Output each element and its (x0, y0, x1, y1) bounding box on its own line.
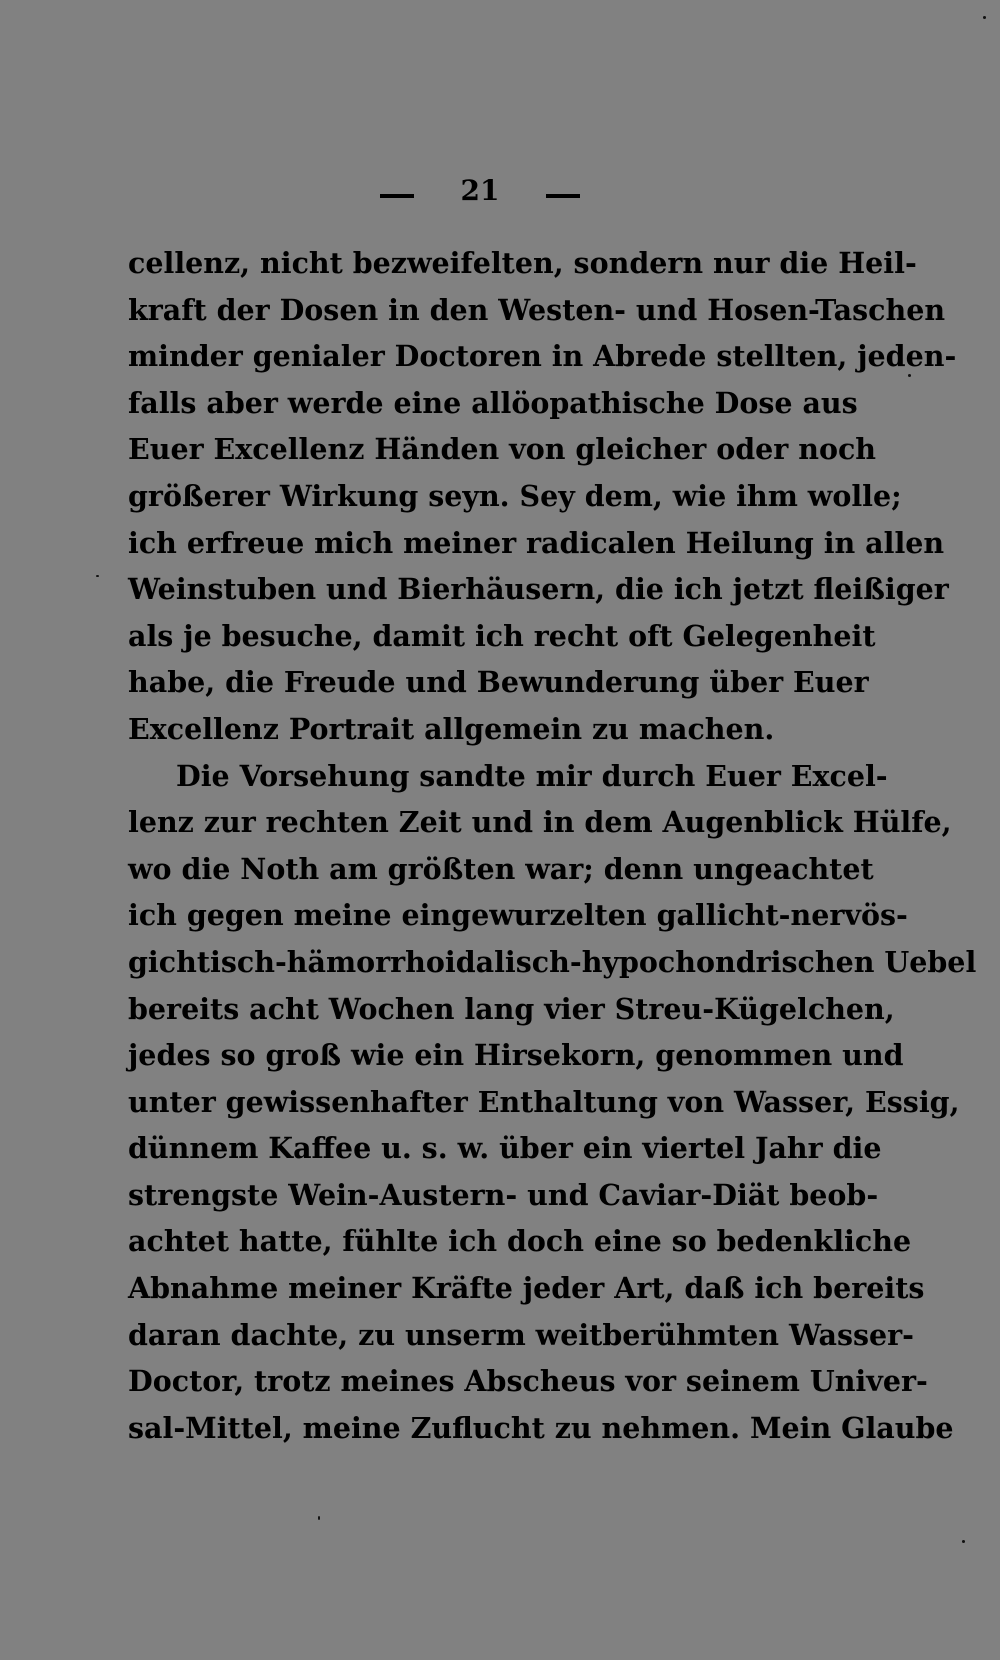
text-line: Abnahme meiner Kräfte jeder Art, daß ich bereits (128, 1271, 925, 1306)
text-line: wo die Noth am größten war; denn ungeachtet (128, 851, 874, 886)
text-line: größerer Wirkung seyn. Sey dem, wie ihm wolle; (128, 478, 902, 513)
text-line: gichtisch-hämorrhoidalisch-hypochondrischen Uebel (128, 944, 977, 979)
text-line: Excellenz Portrait allgemein zu machen. (128, 711, 775, 746)
text-line: Euer Excellenz Händen von gleicher oder noch (128, 432, 877, 467)
text-line: jedes so groß wie ein Hirsekorn, genommen und (128, 1038, 904, 1073)
text-line: ich erfreue mich meiner radicalen Heilung in allen (128, 525, 945, 560)
header-dash-left (380, 194, 414, 198)
header-dash-right (546, 194, 580, 198)
text-line: dünnem Kaffee u. s. w. über ein viertel Jahr die (128, 1131, 882, 1166)
text-line: falls aber werde eine allöopathische Dose aus (128, 385, 858, 420)
text-line: lenz zur rechten Zeit und in dem Augenblick Hülfe, (128, 805, 952, 840)
text-line: Die Vorsehung sandte mir durch Euer Excel- (176, 758, 888, 793)
text-line: daran dachte, zu unserm weitberühmten Wasser- (128, 1317, 915, 1352)
text-line: minder genialer Doctoren in Abrede stellten, jeden- (128, 339, 957, 374)
text-line: Weinstuben und Bierhäusern, die ich jetzt fleißiger (128, 572, 949, 607)
text-line: achtet hatte, fühlte ich doch eine so bedenkliche (128, 1224, 912, 1259)
scan-speck (983, 16, 986, 19)
text-line: ich gegen meine eingewurzelten gallicht-nervös- (128, 898, 908, 933)
page-number: 21 (460, 174, 500, 207)
page-header (380, 174, 580, 214)
text-line: unter gewissenhafter Enthaltung von Wasser, Essig, (128, 1084, 960, 1119)
scan-speck (962, 1540, 965, 1543)
scan-speck (318, 1516, 320, 1520)
text-line: cellenz, nicht bezweifelten, sondern nur die Heil- (128, 246, 917, 280)
text-line: strengste Wein-Austern- und Caviar-Diät beob- (128, 1177, 879, 1212)
scan-speck (908, 374, 911, 377)
text-line: sal-Mittel, meine Zuflucht zu nehmen. Mein Glaube (128, 1410, 954, 1445)
body-text (128, 240, 977, 1451)
text-line: habe, die Freude und Bewunderung über Euer (128, 665, 869, 700)
text-line: als je besuche, damit ich recht oft Gelegenheit (128, 618, 876, 653)
scan-speck (96, 575, 99, 577)
text-line: Doctor, trotz meines Abscheus vor seinem Univer- (128, 1364, 928, 1399)
text-line: kraft der Dosen in den Westen- und Hosen-Taschen (128, 292, 946, 327)
text-line: bereits acht Wochen lang vier Streu-Kügelchen, (128, 991, 895, 1026)
